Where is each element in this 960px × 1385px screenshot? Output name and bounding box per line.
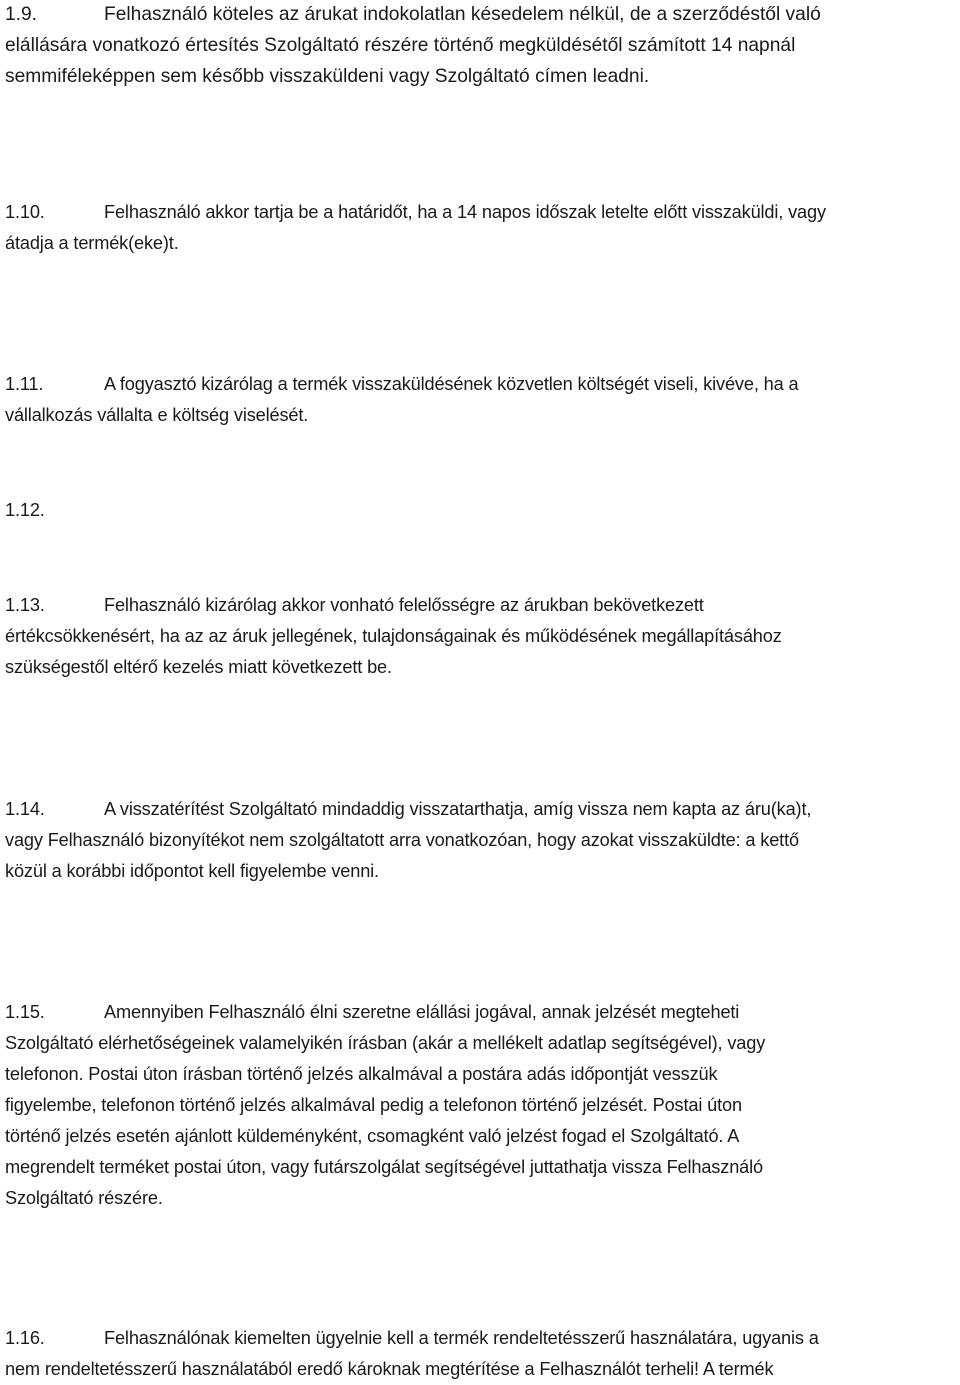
section-text-line: Szolgáltató elérhetőségeinek valamelyikén írásban (akár a mellékelt adatlap segítségével), vagy	[5, 1033, 766, 1053]
section-1-15	[5, 997, 957, 1214]
section-first-line	[5, 590, 957, 621]
section-text: Amennyiben Felhasználó élni szeretne elállási jogával, annak jelzését megteheti	[104, 1002, 740, 1022]
section-first-line	[5, 794, 957, 825]
section-number: 1.13.	[5, 595, 45, 615]
section-text-line: vállalkozás vállalta e költség viselését.	[5, 405, 309, 425]
section-text-line: vagy Felhasználó bizonyítékot nem szolgáltatott arra vonatkozóan, hogy azokat visszaküldte: a kettő	[5, 830, 799, 850]
section-text-line: figyelembe, telefonon történő jelzés alkalmával pedig a telefonon történő jelzését. Postai úton	[5, 1095, 742, 1115]
section-text: A fogyasztó kizárólag a termék visszaküldésének közvetlen költségét viseli, kivéve, ha a	[104, 374, 799, 394]
section-number: 1.9.	[5, 4, 38, 25]
section-text-line: értékcsökkenésért, ha az az áruk jellegének, tulajdonságainak és működésének megállapításához	[5, 626, 782, 646]
section-text: Felhasználónak kiemelten ügyelnie kell a termék rendeltetésszerű használatára, ugyanis a	[104, 1328, 819, 1348]
section-text-line: semmiféleképpen sem később visszaküldeni vagy Szolgáltató címen leadni.	[5, 66, 650, 87]
section-number: 1.10.	[5, 202, 45, 222]
section-text-line: Szolgáltató részére.	[5, 1188, 163, 1208]
section-text-line: megrendelt terméket postai úton, vagy futárszolgálat segítségével juttathatja vissza Felhasználó	[5, 1157, 763, 1177]
section-text-line: elállására vonatkozó értesítés Szolgáltató részére történő megküldésétől számított 14 napnál	[5, 35, 796, 56]
section-text: Felhasználó kizárólag akkor vonható felelősségre az árukban bekövetkezett	[104, 595, 704, 615]
section-number: 1.15.	[5, 1002, 45, 1022]
section-first-line	[5, 369, 957, 400]
section-first-line	[5, 0, 957, 30]
section-number: 1.11.	[5, 374, 44, 394]
section-text-line: telefonon. Postai úton írásban történő jelzés alkalmával a postára adás időpontját vesszük	[5, 1064, 718, 1084]
section-1-13	[5, 590, 957, 683]
section-1-11	[5, 369, 957, 431]
section-text-line: szükségestől eltérő kezelés miatt következett be.	[5, 657, 392, 677]
section-1-14	[5, 794, 957, 887]
section-text: A visszatérítést Szolgáltató mindaddig visszatarthatja, amíg vissza nem kapta az áru(ka)t,	[104, 799, 812, 819]
section-1-16	[5, 1323, 957, 1385]
section-number: 1.12.	[5, 500, 45, 520]
section-number: 1.16.	[5, 1328, 45, 1348]
section-text: Felhasználó köteles az árukat indokolatlan késedelem nélkül, de a szerződéstől való	[104, 4, 821, 25]
section-first-line	[5, 495, 957, 526]
section-1-12	[5, 495, 957, 526]
section-text-line: történő jelzés esetén ajánlott küldeményként, csomagként való jelzést fogad el Szolgáltató. A	[5, 1126, 740, 1146]
section-text-line: közül a korábbi időpontot kell figyelembe venni.	[5, 861, 379, 881]
section-first-line	[5, 997, 957, 1028]
section-first-line	[5, 197, 957, 228]
section-1-9	[5, 0, 957, 92]
section-number: 1.14.	[5, 799, 45, 819]
section-first-line	[5, 1323, 957, 1354]
section-1-10	[5, 197, 957, 259]
section-text-line: nem rendeltetésszerű használatából eredő károknak megtérítése a Felhasználót terheli! A termék	[5, 1359, 774, 1379]
section-text-line: átadja a termék(eke)t.	[5, 233, 179, 253]
section-text: Felhasználó akkor tartja be a határidőt, ha a 14 napos időszak letelte előtt visszaküldi, vagy	[104, 202, 826, 222]
